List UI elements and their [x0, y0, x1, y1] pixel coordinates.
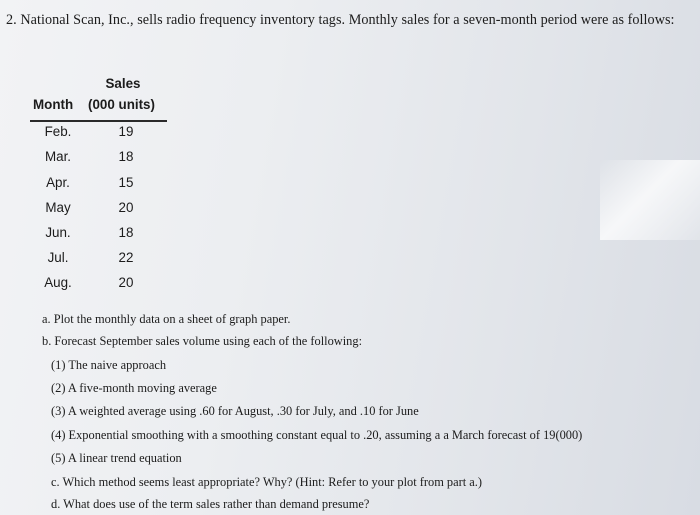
part-b4: (4) Exponential smoothing with a smoothing constant equal to .20, assuming a a March forecast of 19(000) — [51, 428, 583, 442]
part-b1: (1) The naive approach — [51, 358, 167, 372]
table-row — [28, 175, 168, 195]
part-b2: (2) A five-month moving average — [51, 381, 217, 395]
sales-cell: 18 — [118, 225, 134, 240]
month-cell: Apr. — [46, 175, 70, 190]
sales-cell: 22 — [118, 250, 134, 265]
question-text: 2. National Scan, Inc., sells radio frequency inventory tags. Monthly sales for a seven-month period were as follows: — [6, 12, 675, 28]
sales-cell: 18 — [118, 149, 134, 164]
header-month: Month — [33, 97, 74, 112]
header-sales: Sales — [105, 76, 141, 91]
part-a: a. Plot the monthly data on a sheet of graph paper. — [42, 312, 291, 326]
table-row — [28, 124, 168, 144]
table-row — [28, 225, 168, 245]
sales-cell: 20 — [118, 275, 134, 290]
table-row — [28, 149, 168, 169]
part-b5: (5) A linear trend equation — [51, 451, 182, 465]
month-cell: May — [45, 200, 71, 215]
sales-cell: 19 — [118, 124, 134, 139]
part-c: c. Which method seems least appropriate? Why? (Hint: Refer to your plot from part a.) — [51, 475, 483, 489]
month-cell: Mar. — [44, 149, 72, 164]
sales-cell: 20 — [118, 200, 134, 215]
part-d: d. What does use of the term sales rather than demand presume? — [51, 497, 370, 511]
part-b: b. Forecast September sales volume using each of the following: — [42, 334, 363, 348]
part-b3: (3) A weighted average using .60 for August, .30 for July, and .10 for June — [51, 404, 419, 418]
sales-cell: 15 — [118, 175, 134, 190]
month-cell: Jul. — [47, 250, 69, 265]
screen-glare — [600, 160, 700, 240]
table-row — [28, 275, 168, 295]
header-sales-units: (000 units) — [88, 97, 155, 112]
header-divider — [30, 120, 167, 122]
month-cell: Feb. — [44, 124, 72, 139]
table-row — [28, 200, 168, 220]
table-row — [28, 250, 168, 270]
month-cell: Aug. — [44, 275, 72, 290]
month-cell: Jun. — [45, 225, 71, 240]
